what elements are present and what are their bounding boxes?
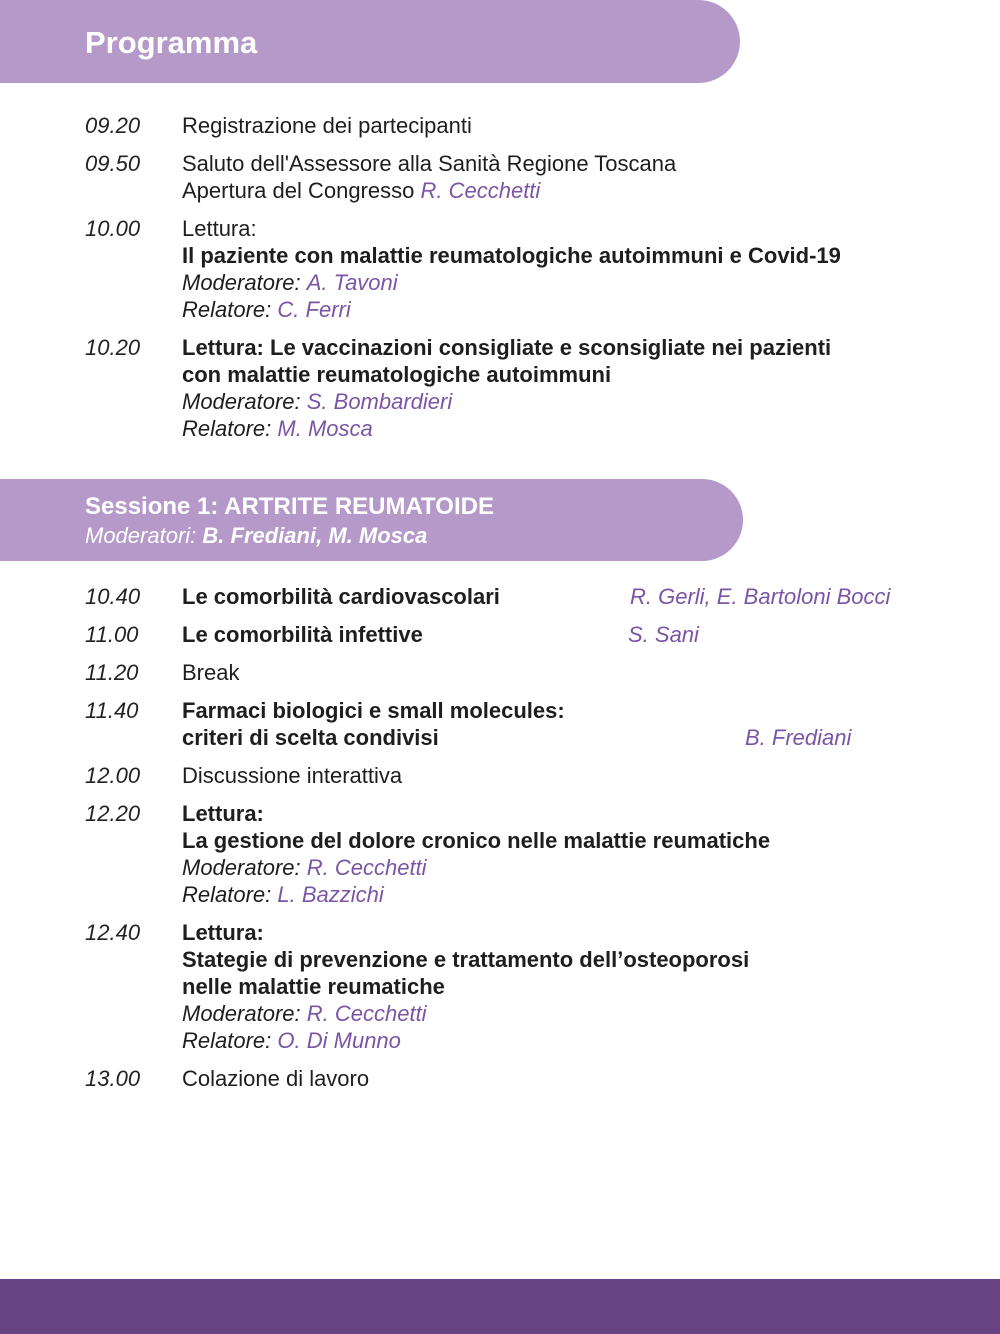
item-title: Farmaci biologici e small molecules: (182, 698, 565, 723)
session-banner (0, 479, 743, 561)
schedule-row (0, 583, 1000, 610)
speaker-name: R. Cecchetti (420, 178, 541, 203)
speaker-label: Relatore: (182, 416, 272, 441)
schedule-row (0, 697, 1000, 751)
schedule-row (0, 800, 1000, 908)
speaker-name: S. Sani (628, 622, 699, 647)
lecture-label: Lettura: (182, 216, 257, 241)
item-title: Registrazione dei partecipanti (182, 113, 472, 138)
item-subtitle: Apertura del Congresso (182, 178, 415, 203)
schedule-row (0, 1065, 1000, 1092)
time-label: 10.00 (85, 216, 141, 241)
schedule-row (0, 112, 1000, 139)
schedule-row (0, 919, 1000, 1054)
schedule-row (0, 659, 1000, 686)
time-label: 10.40 (85, 584, 141, 609)
item-title: Colazione di lavoro (182, 1066, 370, 1091)
program-title: Programma (85, 25, 258, 60)
moderator-name: S. Bombardieri (306, 389, 453, 414)
item-title: Stategie di prevenzione e trattamento dell’osteoporosi (182, 947, 750, 972)
speaker-name: C. Ferri (277, 297, 351, 322)
item-title: Il paziente con malattie reumatologiche autoimmuni e Covid-19 (182, 243, 841, 268)
item-title: Le comorbilità infettive (182, 622, 423, 647)
moderator-name: R. Cecchetti (306, 1001, 427, 1026)
program-header-banner (0, 0, 740, 83)
session-moderators-label: Moderatori: (85, 523, 197, 548)
time-label: 11.40 (85, 698, 139, 723)
speaker-name: M. Mosca (277, 416, 373, 441)
time-label: 11.20 (85, 660, 139, 685)
speaker-name: B. Frediani (745, 725, 852, 750)
item-title-continued: con malattie reumatologiche autoimmuni (182, 362, 612, 387)
session-schedule (0, 583, 1000, 1103)
moderator-label: Moderatore: (182, 389, 301, 414)
moderator-label: Moderatore: (182, 270, 301, 295)
moderator-label: Moderatore: (182, 855, 301, 880)
schedule-row (0, 334, 1000, 442)
intro-schedule (0, 112, 1000, 453)
item-title: Le comorbilità cardiovascolari (182, 584, 500, 609)
speaker-label: Relatore: (182, 1028, 272, 1053)
item-title: Break (182, 660, 240, 685)
time-label: 12.40 (85, 920, 141, 945)
item-title: La gestione del dolore cronico nelle malattie reumatiche (182, 828, 771, 853)
moderator-name: R. Cecchetti (306, 855, 427, 880)
schedule-row (0, 215, 1000, 323)
time-label: 12.00 (85, 763, 141, 788)
session-title: Sessione 1: ARTRITE REUMATOIDE (85, 493, 494, 520)
moderator-label: Moderatore: (182, 1001, 301, 1026)
moderator-name: A. Tavoni (306, 270, 398, 295)
time-label: 09.50 (85, 151, 141, 176)
item-title-continued: nelle malattie reumatiche (182, 974, 445, 999)
lecture-label: Lettura: (182, 801, 264, 826)
time-label: 12.20 (85, 801, 141, 826)
speaker-name: R. Gerli, E. Bartoloni Bocci (630, 584, 891, 609)
time-label: 09.20 (85, 113, 141, 138)
speaker-label: Relatore: (182, 297, 272, 322)
time-label: 13.00 (85, 1066, 141, 1091)
lecture-label: Lettura: (182, 920, 264, 945)
item-title: Saluto dell'Assessore alla Sanità Regione Toscana (182, 151, 677, 176)
item-title: Lettura: Le vaccinazioni consigliate e sconsigliate nei pazienti (182, 335, 832, 360)
item-title-continued: criteri di scelta condivisi (182, 725, 439, 750)
time-label: 11.00 (85, 622, 139, 647)
schedule-row (0, 621, 1000, 648)
speaker-name: O. Di Munno (277, 1028, 401, 1053)
footer-bar (0, 1279, 1000, 1334)
schedule-row (0, 762, 1000, 789)
time-label: 10.20 (85, 335, 141, 360)
session-moderators-names: B. Frediani, M. Mosca (202, 523, 428, 548)
speaker-name: L. Bazzichi (277, 882, 384, 907)
item-title: Discussione interattiva (182, 763, 403, 788)
speaker-label: Relatore: (182, 882, 272, 907)
schedule-row (0, 150, 1000, 204)
